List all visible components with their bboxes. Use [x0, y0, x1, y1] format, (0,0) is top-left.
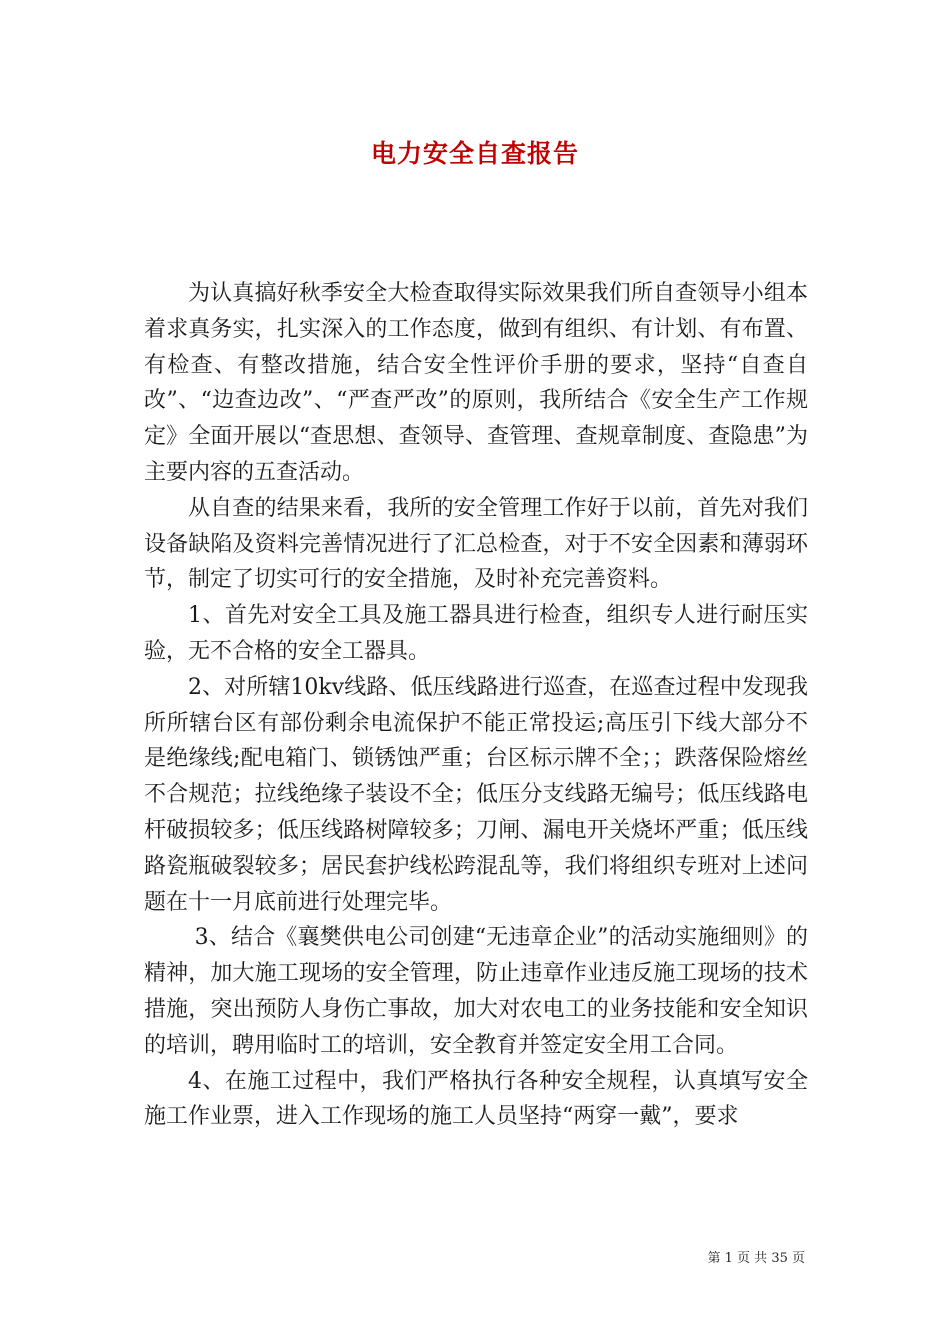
paragraph-item-1: 1、首先对安全工具及施工器具进行检查，组织专人进行耐压实验，无不合格的安全工器具。: [144, 603, 808, 664]
document-title: 电力安全自查报告: [370, 139, 579, 168]
paragraph-item-2: 2、对所辖10kv线路、低压线路进行巡查，在巡查过程中发现我所所辖台区有部份剩余电流保护不能正常投运;高压引下线大部分不是绝缘线;配电箱门、锁锈蚀严重；台区标示牌不全；；跌落保险熔丝不合规范；拉线绝缘子装设不全；低压分支线路无编号；低压线路电杆破损较多；低压线路树障较多；刀闸、漏电开关烧坏严重；低压线路瓷瓶破裂较多；居民套护线松跨混乱等，我们将组织专班对上述问题在十一月底前进行处理完毕。: [144, 674, 808, 915]
document-body: [144, 276, 808, 1135]
paragraph-results: 从自查的结果来看，我所的安全管理工作好于以前，首先对我们设备缺陷及资料完善情况进行了汇总检查，对于不安全因素和薄弱环节，制定了切实可行的安全措施，及时补充完善资料。: [144, 495, 808, 593]
paragraph-item-4: 4、在施工过程中，我们严格执行各种安全规程，认真填写安全施工作业票，进入工作现场的施工人员坚持“两穿一戴”，要求: [144, 1068, 808, 1130]
paragraph-item-3: 3、结合《襄樊供电公司创建“无违章企业”的活动实施细则》的精神，加大施工现场的安全管理，防止违章作业违反施工现场的技术措施，突出预防人身伤亡事故，加大对农电工的业务技能和安全知识的培训，聘用临时工的培训，安全教育并签定安全用工合同。: [144, 925, 808, 1058]
paragraph-intro: 为认真搞好秋季安全大检查取得实际效果我们所自查领导小组本着求真务实，扎实深入的工作态度，做到有组织、有计划、有布置、有检查、有整改措施，结合安全性评价手册的要求，坚持“自查自改”、“边查边改”、“严查严改”的原则，我所结合《安全生产工作规定》全面开展以“查思想、查领导、查管理、查规章制度、查隐患”为主要内容的五查活动。: [144, 281, 808, 485]
page-number: 第 1 页 共 35 页: [707, 1251, 805, 1266]
